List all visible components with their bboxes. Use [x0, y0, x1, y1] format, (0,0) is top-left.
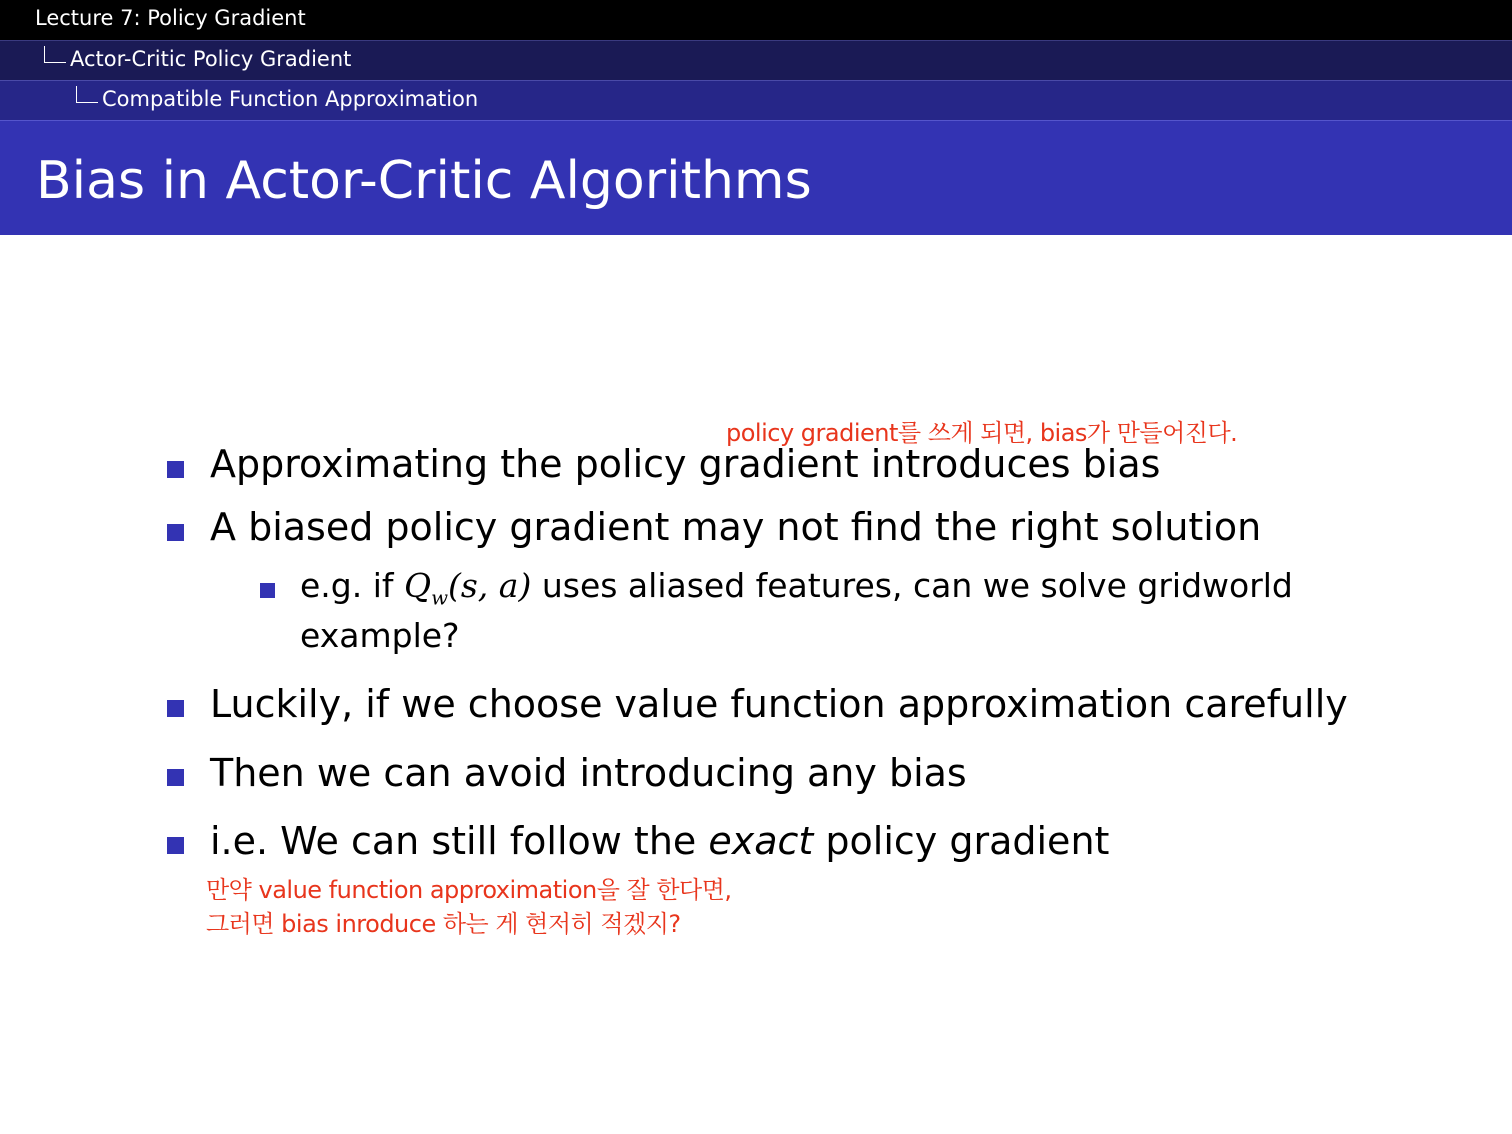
tree-connector-icon — [44, 46, 66, 63]
bullet-icon — [167, 524, 184, 541]
breadcrumb-section: Actor-Critic Policy Gradient — [70, 47, 352, 71]
bullet-text: Luckily, if we choose value function approximation carefully — [210, 682, 1348, 726]
breadcrumb-lecture: Lecture 7: Policy Gradient — [35, 6, 306, 30]
bullet-text: A biased policy gradient may not find the right solution — [210, 505, 1262, 549]
bullet-text — [210, 819, 1109, 863]
header-subsection-bar — [0, 80, 1512, 120]
sub-bullet-prefix: e.g. if — [300, 566, 404, 605]
math-q-subscript: w — [431, 586, 448, 610]
bullet-text-post: policy gradient — [813, 819, 1110, 863]
bullet-icon — [167, 769, 184, 786]
header-section-bar — [0, 40, 1512, 80]
annotation-bottom-line2: 그러면 bias inroduce 하는 게 현저히 적겠지? — [206, 910, 681, 938]
sub-bullet-icon — [260, 583, 275, 598]
bullet-text: Then we can avoid introducing any bias — [210, 751, 967, 795]
title-bar — [0, 120, 1512, 235]
header-lecture-bar — [0, 0, 1512, 40]
bullet-text-emphasis: exact — [708, 819, 814, 863]
bullet-text-pre: i.e. We can still follow the — [210, 819, 709, 863]
annotation-top: policy gradient를 쓰게 되면, bias가 만들어진다. — [726, 419, 1238, 447]
annotation-bottom-line1: 만약 value function approximation을 잘 한다면, — [206, 876, 732, 904]
breadcrumb-subsection: Compatible Function Approximation — [102, 87, 479, 111]
tree-connector-icon — [76, 86, 98, 103]
bullet-icon — [167, 837, 184, 854]
bullet-icon — [167, 700, 184, 717]
slide-title: Bias in Actor-Critic Algorithms — [36, 151, 812, 211]
math-args: (s, a) — [448, 566, 532, 605]
sub-bullet-text — [300, 566, 1293, 610]
bullet-icon — [167, 461, 184, 478]
math-q: Q — [404, 566, 432, 605]
sub-bullet-line2: example? — [300, 616, 460, 655]
sub-bullet-rest: uses aliased features, can we solve gridworld — [531, 566, 1293, 605]
bullet-text: Approximating the policy gradient introduces bias — [210, 442, 1161, 486]
